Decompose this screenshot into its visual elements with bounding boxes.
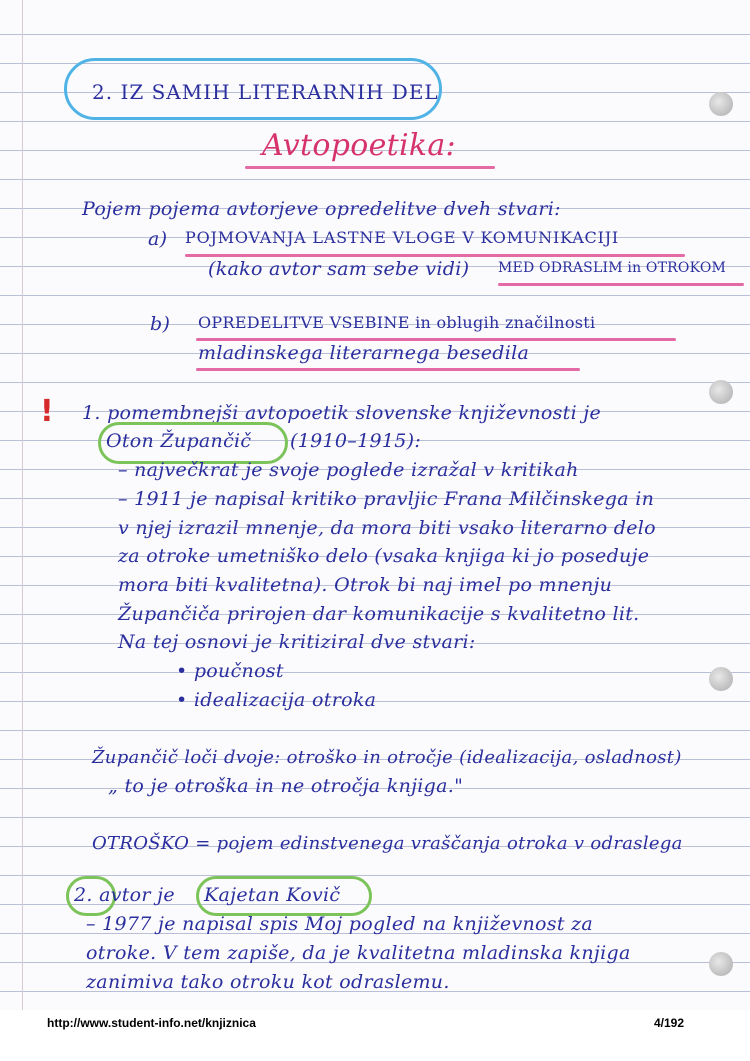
attention-mark-icon: ! [40,394,54,429]
point1-author: Oton Župančič [106,430,252,452]
item-a-paren: (kako avtor sam sebe vidi) [208,258,470,280]
item-b-underline2 [196,368,580,371]
intro-line: Pojem pojema avtorjeve opredelitve dveh stvari: [82,198,561,220]
page-title: Avtopoetika: [262,128,456,163]
footer-url[interactable]: http://www.student-info.net/knjiznica [47,1016,256,1030]
item-a-right: MED ODRASLIM in OTROKOM [498,260,727,276]
punch-hole-icon [709,667,733,691]
margin-rule [22,0,23,1010]
list-marker-a: a) [148,228,168,250]
item-b-line2: mladinskega literarnega besedila [198,342,530,364]
item-a-line1: POJMOVANJA LASTNE VLOGE V KOMUNIKACIJI [185,228,620,247]
punch-hole-icon [709,380,733,404]
point2-author: Kajetan Kovič [204,884,341,906]
definition-line: OTROŠKO = pojem edinstvenega vraščanja otroka v odraslega [92,833,683,854]
title-underline [245,166,495,169]
contrast-line-2: „ to je otroška in ne otročja knjiga." [108,775,464,797]
point1-detail-6: Župančiča prirojen dar komunikacije s kvalitetno lit. [118,603,640,625]
item-b-line1: OPREDELITVE VSEBINE in oblugih značilnosti [198,313,596,332]
item-b-underline1 [196,338,676,341]
section-heading: 2. IZ SAMIH LITERARNIH DEL [92,80,439,104]
point1-detail-1: – največkrat je svoje poglede izražal v kritikah [118,459,579,481]
list-marker-b: b) [150,313,171,335]
point1-line1: 1. pomembnejši avtopoetik slovenske književnosti je [82,402,602,424]
point1-detail-3: v njej izrazil mnenje, da mora biti vsako literarno delo [118,517,656,539]
point1-detail-2: – 1911 je napisal kritiko pravljic Frana Milčinskega in [118,488,655,510]
point2-detail-3: zanimiva tako otroku kot odraslemu. [86,971,450,993]
point2-detail-1: – 1977 je napisal spis Moj pogled na književnost za [86,913,594,935]
point1-bullet-1: • poučnost [176,660,284,682]
footer-page-number: 4/192 [654,1016,685,1030]
point1-detail-5: mora biti kvalitetna). Otrok bi naj imel po mnenju [118,574,613,596]
point1-bullet-2: • idealizacija otroka [176,689,377,711]
contrast-line-1: Župančič loči dvoje: otroško in otročje (idealizacija, osladnost) [92,747,682,768]
point2-prefix: 2. avtor je [74,884,175,906]
point1-detail-7: Na tej osnovi je kritiziral dve stvari: [118,631,476,653]
item-a-underline [185,254,685,257]
item-a-right-underline [498,283,744,286]
punch-hole-icon [709,952,733,976]
point1-years: (1910–1915): [290,430,422,452]
point2-detail-2: otroke. V tem zapiše, da je kvalitetna mladinska knjiga [86,942,631,964]
punch-hole-icon [709,92,733,116]
point1-detail-4: za otroke umetniško delo (vsaka knjiga ki jo poseduje [118,545,650,567]
